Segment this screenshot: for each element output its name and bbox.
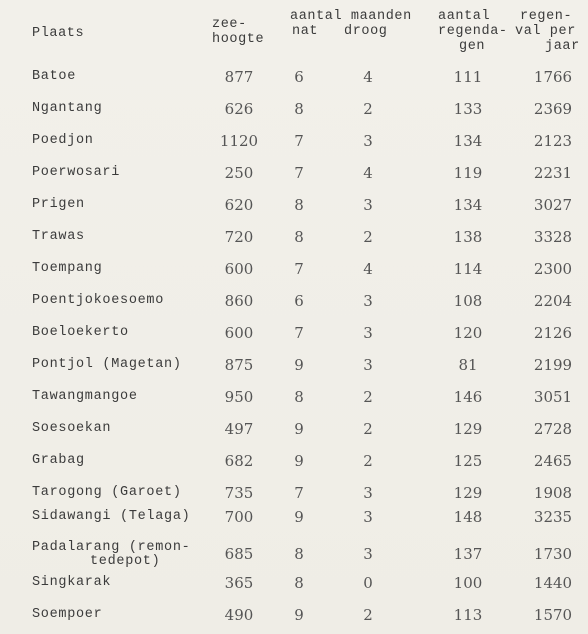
nat-cell: 9 (294, 420, 304, 438)
plaats-cell: Poedjon (32, 133, 94, 148)
plaats-cell: Sidawangi (Telaga) (32, 509, 191, 524)
droog-cell: 0 (363, 574, 373, 592)
regenval-cell: 3027 (533, 196, 573, 214)
regenval-cell: 1440 (533, 574, 573, 592)
regendagen-cell: 120 (453, 324, 483, 342)
plaats-cell: Poentjokoesoemo (32, 293, 165, 308)
nat-cell: 8 (294, 388, 304, 406)
zeehoogte-cell: 950 (224, 388, 254, 406)
regenval-cell: 2126 (533, 324, 573, 342)
droog-cell: 3 (363, 132, 373, 150)
zeehoogte-cell: 860 (224, 292, 254, 310)
regenval-cell: 1570 (533, 606, 573, 624)
regendagen-cell: 119 (453, 164, 483, 182)
plaats-cell: Poerwosari (32, 165, 121, 180)
nat-cell: 7 (294, 484, 304, 502)
zeehoogte-cell: 620 (224, 196, 254, 214)
regenval-cell: 2369 (533, 100, 573, 118)
nat-cell: 9 (294, 606, 304, 624)
regenval-cell: 3051 (533, 388, 573, 406)
regendagen-cell: 100 (453, 574, 483, 592)
plaats-cell: Tawangmangoe (32, 389, 138, 404)
regendagen-cell: 108 (453, 292, 483, 310)
regenval-cell: 2300 (533, 260, 573, 278)
zeehoogte-cell: 877 (224, 68, 254, 86)
regendagen-cell: 129 (453, 420, 483, 438)
zeehoogte-cell: 720 (224, 228, 254, 246)
header-regendagen-line1: aantal (438, 9, 491, 24)
nat-cell: 8 (294, 228, 304, 246)
zeehoogte-cell: 497 (224, 420, 254, 438)
regendagen-cell: 114 (453, 260, 483, 278)
regendagen-cell: 113 (453, 606, 483, 624)
droog-cell: 3 (363, 545, 373, 563)
regenval-cell: 1730 (533, 545, 573, 563)
header-regendagen-line2: regenda- (438, 24, 508, 39)
plaats-cell: Boeloekerto (32, 325, 129, 340)
header-aantal-maanden: aantal maanden (290, 9, 412, 24)
regenval-cell: 2465 (533, 452, 573, 470)
plaats-cell: Singkarak (32, 575, 112, 590)
regenval-cell: 2231 (533, 164, 573, 182)
regenval-cell: 3328 (533, 228, 573, 246)
zeehoogte-cell: 600 (224, 324, 254, 342)
droog-cell: 2 (363, 420, 373, 438)
zeehoogte-cell: 875 (224, 356, 254, 374)
droog-cell: 4 (363, 164, 373, 182)
regendagen-cell: 148 (453, 508, 483, 526)
regendagen-cell: 134 (453, 196, 483, 214)
plaats-cell: Grabag (32, 453, 85, 468)
header-regenval-line2: val per (515, 24, 576, 39)
regenval-cell: 2728 (533, 420, 573, 438)
droog-cell: 3 (363, 324, 373, 342)
zeehoogte-cell: 700 (224, 508, 254, 526)
plaats-cell: Ngantang (32, 101, 103, 116)
droog-cell: 3 (363, 508, 373, 526)
header-droog: droog (344, 24, 388, 39)
regenval-cell: 1766 (533, 68, 573, 86)
nat-cell: 8 (294, 196, 304, 214)
regendagen-cell: 146 (453, 388, 483, 406)
nat-cell: 8 (294, 574, 304, 592)
nat-cell: 8 (294, 545, 304, 563)
droog-cell: 2 (363, 606, 373, 624)
regendagen-cell: 111 (453, 68, 483, 86)
zeehoogte-cell: 735 (224, 484, 254, 502)
nat-cell: 6 (294, 292, 304, 310)
droog-cell: 2 (363, 388, 373, 406)
zeehoogte-cell: 250 (224, 164, 254, 182)
plaats-cell: Padalarang (remon- (32, 540, 191, 555)
nat-cell: 6 (294, 68, 304, 86)
regenval-cell: 3235 (533, 508, 573, 526)
zeehoogte-cell: 365 (224, 574, 254, 592)
nat-cell: 7 (294, 164, 304, 182)
droog-cell: 2 (363, 100, 373, 118)
plaats-cell: Toempang (32, 261, 103, 276)
regenval-cell: 2204 (533, 292, 573, 310)
header-plaats: Plaats (32, 26, 85, 41)
regenval-cell: 1908 (533, 484, 573, 502)
droog-cell: 3 (363, 196, 373, 214)
plaats-cell: Soesoekan (32, 421, 112, 436)
plaats-cell: Tarogong (Garoet) (32, 485, 182, 500)
regendagen-cell: 125 (453, 452, 483, 470)
header-zeehoogte-line2: hoogte (212, 32, 265, 47)
header-regenval-line1: regen- (520, 9, 573, 24)
zeehoogte-cell: 600 (224, 260, 254, 278)
nat-cell: 7 (294, 260, 304, 278)
zeehoogte-cell: 1120 (219, 132, 259, 150)
header-zeehoogte-line1: zee- (212, 17, 247, 32)
nat-cell: 7 (294, 132, 304, 150)
nat-cell: 9 (294, 452, 304, 470)
plaats-cell: Soempoer (32, 607, 103, 622)
droog-cell: 4 (363, 260, 373, 278)
nat-cell: 9 (294, 508, 304, 526)
plaats-cell: Trawas (32, 229, 85, 244)
nat-cell: 8 (294, 100, 304, 118)
header-nat: nat (292, 24, 319, 39)
zeehoogte-cell: 682 (224, 452, 254, 470)
regendagen-cell: 81 (458, 356, 478, 374)
droog-cell: 3 (363, 292, 373, 310)
regendagen-cell: 133 (453, 100, 483, 118)
regenval-cell: 2123 (533, 132, 573, 150)
plaats-cell: Pontjol (Magetan) (32, 357, 182, 372)
regendagen-cell: 137 (453, 545, 483, 563)
regenval-cell: 2199 (533, 356, 573, 374)
nat-cell: 9 (294, 356, 304, 374)
plaats-cell: Batoe (32, 69, 77, 84)
zeehoogte-cell: 685 (224, 545, 254, 563)
droog-cell: 2 (363, 228, 373, 246)
plaats-cell-continuation: tedepot) (90, 554, 161, 569)
droog-cell: 4 (363, 68, 373, 86)
zeehoogte-cell: 626 (224, 100, 254, 118)
regendagen-cell: 129 (453, 484, 483, 502)
regendagen-cell: 134 (453, 132, 483, 150)
header-regenval-line3: jaar (545, 39, 580, 54)
droog-cell: 3 (363, 356, 373, 374)
plaats-cell: Prigen (32, 197, 85, 212)
droog-cell: 2 (363, 452, 373, 470)
zeehoogte-cell: 490 (224, 606, 254, 624)
regendagen-cell: 138 (453, 228, 483, 246)
nat-cell: 7 (294, 324, 304, 342)
droog-cell: 3 (363, 484, 373, 502)
header-regendagen-line3: gen (459, 39, 486, 54)
